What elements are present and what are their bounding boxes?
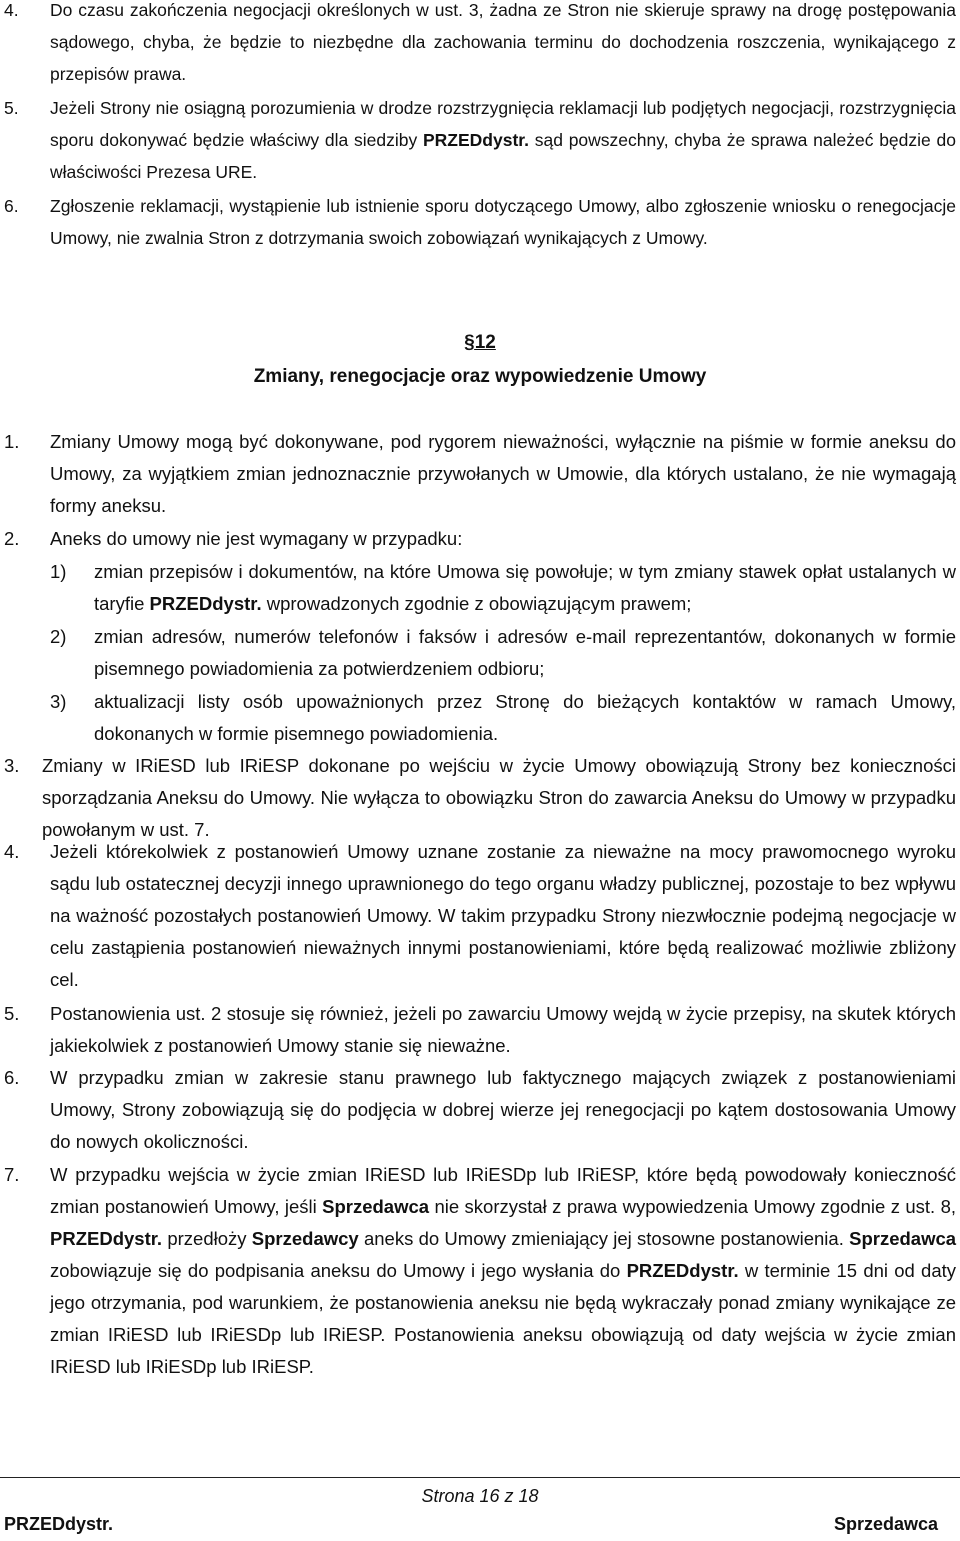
list-item bbox=[4, 426, 956, 522]
list-item bbox=[4, 836, 956, 996]
list-item bbox=[4, 92, 956, 188]
section-title: Zmiany, renegocjacje oraz wypowiedzenie Umowy bbox=[253, 366, 707, 387]
sub-list-item bbox=[50, 686, 956, 750]
list-item bbox=[4, 1062, 956, 1158]
item-number: 5. bbox=[4, 98, 19, 118]
item-text: Do czasu zakończenia negocjacji określonych w ust. 3, żadna ze Stron nie skieruje sprawy na drogę postępowania sądowego, chyba, że będzie to niezbędne dla zachowania terminu do dochodzenia roszczenia, wynikającego z przepisów prawa. bbox=[50, 0, 956, 84]
item-number: 2. bbox=[4, 528, 20, 549]
page-number: Strona 16 z 18 bbox=[421, 1486, 539, 1506]
item-text: W przypadku wejścia w życie zmian IRiESD lub IRiESDp lub IRiESP, które będą powodowały konieczność zmian postanowień Umowy, jeśli bbox=[50, 1164, 956, 1217]
item-text: Jeżeli Strony nie osiągną porozumienia w drodze rozstrzygnięcia reklamacji lub podjętych negocjacji, rozstrzygnięcia sporu dokonywać będzie właściwy dla siedziby bbox=[50, 98, 956, 150]
party-name: PRZEDdystr. bbox=[626, 1260, 739, 1281]
item-number: 4. bbox=[4, 0, 19, 20]
sub-list-item bbox=[50, 556, 956, 620]
party-name: PRZEDdystr. bbox=[422, 130, 529, 150]
party-name: PRZEDdystr. bbox=[50, 1228, 163, 1249]
item-text: w terminie 15 dni od daty jego otrzymania, pod warunkiem, że postanowienia aneksu nie będą wykraczały ponad zmiany wynikające ze zmian IRiESD lub IRiESDp lub IRiESP. Postanowienia aneksu obowiązują od daty wejścia w życie zmian IRiESD lub IRiESDp lub IRiESP. bbox=[50, 1260, 957, 1377]
party-name: PRZEDdystr. bbox=[149, 593, 262, 614]
item-text: Zmiany w IRiESD lub IRiESP dokonane po wejściu w życie Umowy obowiązują Strony bez konieczności sporządzania Aneksu do Umowy. Nie wyłącza to obowiązku Stron do zawarcia Aneksu do Umowy w przypadku powołanym w ust. 7. bbox=[42, 755, 956, 840]
item-text: Zgłoszenie reklamacji, wystąpienie lub istnienie sporu dotyczącego Umowy, albo zgłoszenie wniosku o renegocjacje Umowy, nie zwalnia Stron z dotrzymania swoich zobowiązań wynikających z Umowy. bbox=[50, 196, 956, 248]
list-item bbox=[4, 998, 956, 1062]
list-item bbox=[4, 1159, 956, 1383]
list-item bbox=[4, 523, 956, 555]
item-text: Aneks do umowy nie jest wymagany w przypadku: bbox=[50, 528, 463, 549]
item-text: Zmiany Umowy mogą być dokonywane, pod rygorem nieważności, wyłącznie na piśmie w formie aneksu do Umowy, za wyjątkiem zmian jednoznacznie przywołanych w Umowie, dla których ustalano, że nie wymagają formy aneksu. bbox=[50, 431, 956, 516]
item-text: wprowadzonych zgodnie z obowiązującym prawem; bbox=[266, 593, 692, 614]
footer-left-party: PRZEDdystr. bbox=[4, 1514, 114, 1534]
item-number: 6. bbox=[4, 196, 19, 216]
list-item bbox=[4, 190, 956, 254]
list-item bbox=[4, 0, 956, 90]
sub-item-number: 1) bbox=[50, 561, 67, 582]
sub-item-number: 2) bbox=[50, 626, 67, 647]
item-number: 6. bbox=[4, 1067, 20, 1088]
party-name: Sprzedawca bbox=[322, 1196, 430, 1217]
item-number: 4. bbox=[4, 841, 20, 862]
item-text: W przypadku zmian w zakresie stanu prawnego lub faktycznego mających związek z postanowieniami Umowy, Strony zobowiązują się do podjęcia w dobrej wierze jej renegocjacji po kątem dostosowania Umowy do nowych okoliczności. bbox=[50, 1067, 956, 1152]
item-text: aneks do Umowy zmieniający jej stosowne postanowienia. bbox=[363, 1228, 844, 1249]
item-number: 3. bbox=[4, 755, 20, 776]
item-text: zmian przepisów i dokumentów, na które Umowa się powołuje; w tym zmiany stawek opłat ustalanych w taryfie bbox=[94, 561, 956, 614]
item-text: sąd powszechny, chyba że sprawa należeć będzie do właściwości Prezesa URE. bbox=[50, 130, 956, 182]
party-name: Sprzedawca bbox=[849, 1228, 957, 1249]
footer-divider bbox=[0, 1477, 960, 1478]
item-text: Jeżeli którekolwiek z postanowień Umowy uznane zostanie za nieważne na mocy prawomocnego wyroku sądu lub ostatecznej decyzji innego uprawnionego do tego organu władzy publicznej, pozostaje to bez wpływu na ważność pozostałych postanowień Umowy. W takim przypadku Strony niezwłocznie podejmą negocjacje w celu zastąpienia postanowień nieważnych innymi postanowieniami, które będą realizować możliwie zbliżony cel. bbox=[50, 841, 956, 990]
item-number: 5. bbox=[4, 1003, 20, 1024]
item-text: zmian adresów, numerów telefonów i faksów i adresów e-mail reprezentantów, dokonanych w formie pisemnego powiadomienia za potwierdzeniem odbioru; bbox=[94, 626, 956, 679]
item-number: 7. bbox=[4, 1164, 20, 1185]
item-text: nie skorzystał z prawa wypowiedzenia Umowy zgodnie z ust. 8, bbox=[434, 1196, 957, 1217]
footer-right-party: Sprzedawca bbox=[833, 1514, 938, 1534]
item-text: zobowiązuje się do podpisania aneksu do Umowy i jego wysłania do bbox=[50, 1260, 621, 1281]
sub-item-number: 3) bbox=[50, 691, 67, 712]
party-name: Sprzedawcy bbox=[251, 1228, 359, 1249]
item-number: 1. bbox=[4, 431, 20, 452]
item-text: aktualizacji listy osób upoważnionych przez Stronę do bieżących kontaktów w ramach Umowy, dokonanych w formie pisemnego powiadomienia. bbox=[94, 691, 956, 744]
sub-list-item bbox=[50, 621, 956, 685]
list-item bbox=[4, 750, 956, 846]
item-text: przedłoży bbox=[167, 1228, 247, 1249]
section-number: §12 bbox=[464, 332, 496, 353]
item-text: Postanowienia ust. 2 stosuje się również, jeżeli po zawarciu Umowy wejdą w życie przepisy, na skutek których jakiekolwiek z postanowień Umowy stanie się nieważne. bbox=[50, 1003, 956, 1056]
